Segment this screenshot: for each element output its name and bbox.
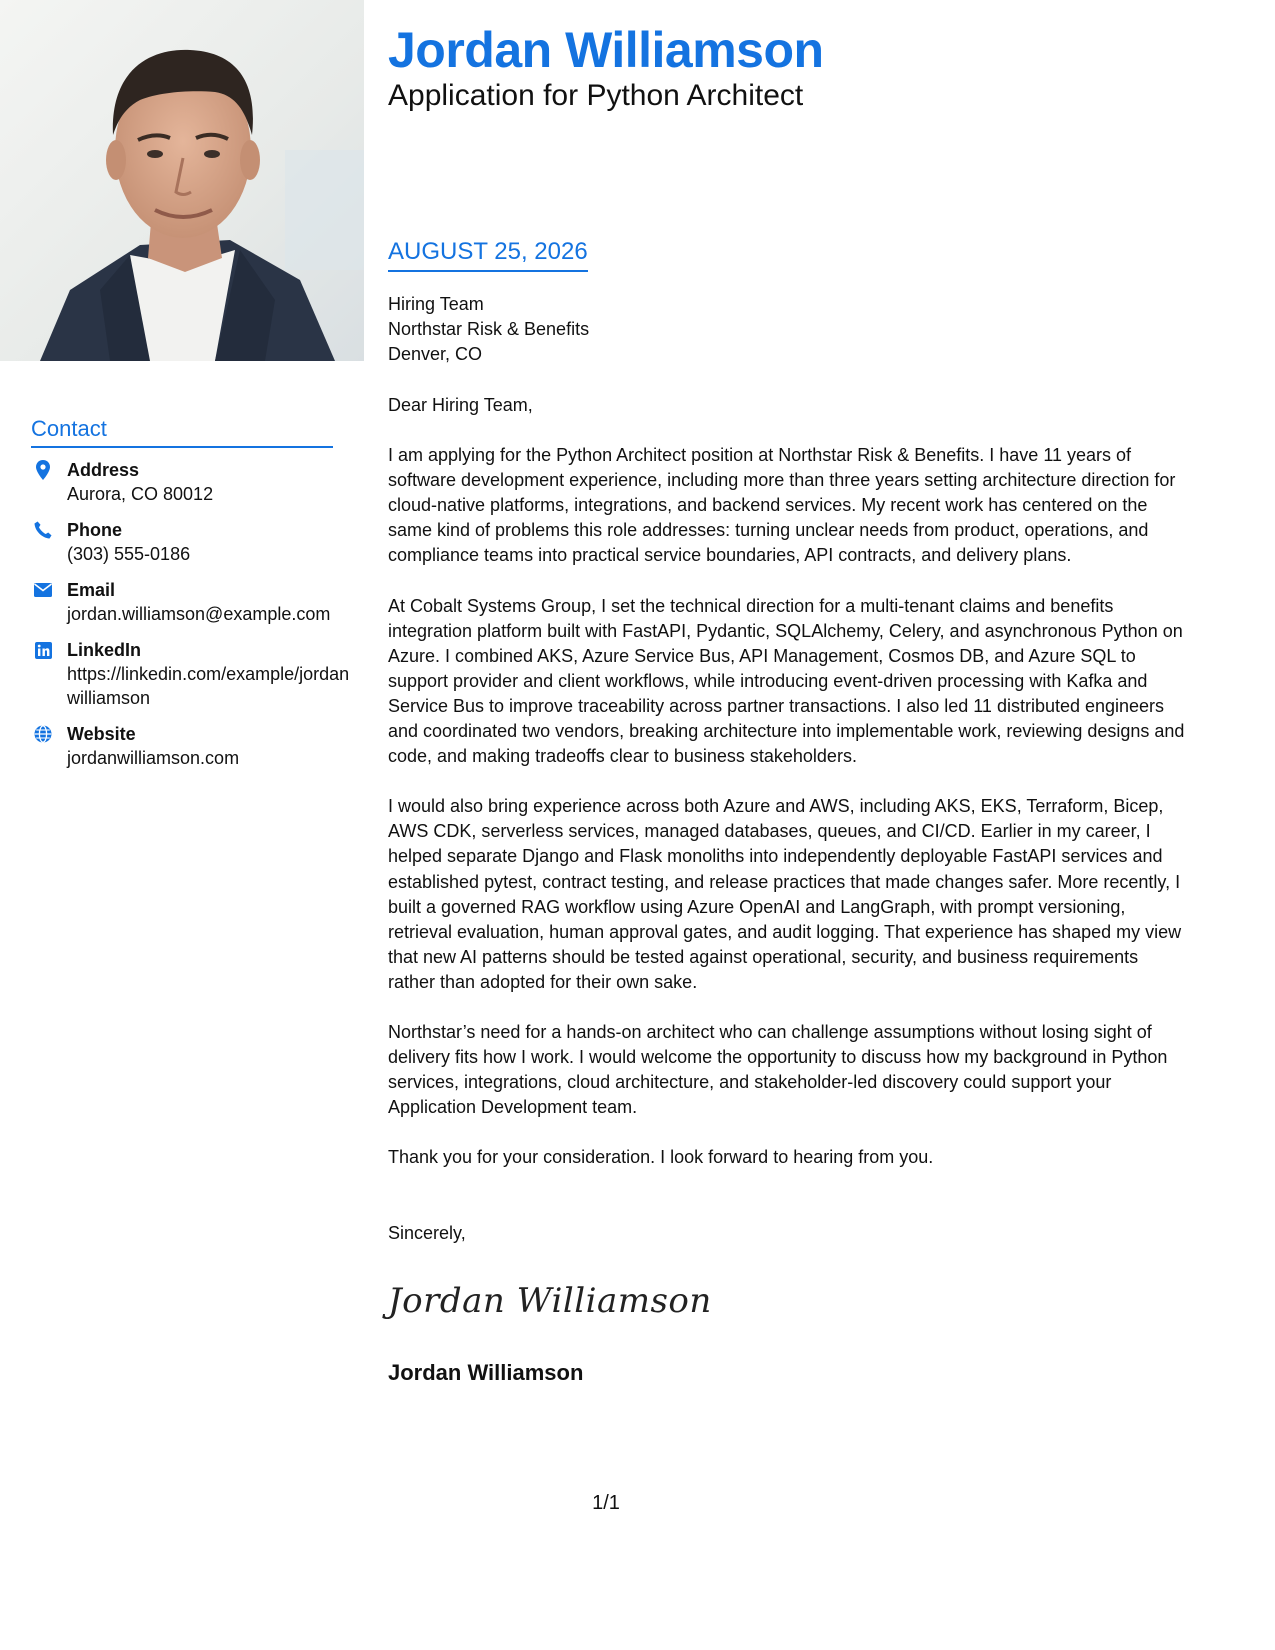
location-pin-icon — [33, 460, 53, 480]
body-paragraph: Northstar’s need for a hands-on architect who can challenge assumptions without losing sight of delivery fits how I work. I would welcome the opportunity to discuss how my background in Python services, integrations, cloud architecture, and stakeholder-led discovery could support your Application Development team. — [388, 1021, 1168, 1118]
contact-heading: Contact — [31, 414, 333, 448]
application-subtitle: Application for Python Architect — [388, 79, 804, 112]
contact-phone — [31, 518, 351, 566]
handwritten-signature: Jordan Williamson — [388, 1281, 712, 1321]
contact-email — [31, 578, 351, 626]
contact-label: Website — [67, 724, 136, 744]
contact-label: Email — [67, 580, 116, 600]
applicant-name: Jordan Williamson — [388, 22, 824, 78]
email-link[interactable]: jordan.williamson@example.com — [67, 604, 331, 624]
body-paragraph: At Cobalt Systems Group, I set the technical direction for a multi-tenant claims and benefits integration platform built with FastAPI, Pydantic, SQLAlchemy, Celery, and asynchronous Python on Azure. I combined AKS, Azure Service Bus, API Management, Cosmos DB, and Azure SQL to support provider and client workflows, while introducing event-driven processing with Kafka and Service Bus to improve traceability across partner transactions. I also led 11 distributed engineers and coordinated two vendors, breaking architecture into implementable work, reviewing designs and code, and making tradeoffs clear to business stakeholders. — [388, 595, 1185, 767]
recipient-line: Hiring Team — [388, 294, 484, 314]
linkedin-icon — [33, 640, 53, 660]
contact-label: Phone — [67, 520, 123, 540]
page-number: 1/1 — [592, 1492, 620, 1514]
letter-header — [388, 20, 1193, 114]
body-paragraph: I would also bring experience across both Azure and AWS, including AKS, EKS, Terraform, Bicep, AWS CDK, serverless services, managed databases, queues, and CI/CD. Earlier in my career, I helped separate Django and Flask monoliths into independently deployable FastAPI services and established pytest, contract testing, and release practices that made changes safer. More recently, I built a governed RAG workflow using Azure OpenAI and LangGraph, with prompt versioning, retrieval evaluation, human approval gates, and audit logging. That experience has shaped my view that new AI patterns should be tested against operational, security, and business requirements rather than adopted for their own sake. — [388, 796, 1182, 992]
recipient-line: Denver, CO — [388, 344, 483, 364]
recipient-block — [388, 292, 589, 367]
address-value: Aurora, CO 80012 — [67, 484, 214, 504]
letter-body — [388, 393, 1190, 1195]
website-link[interactable]: jordanwilliamson.com — [67, 748, 240, 768]
closing: Sincerely, — [388, 1223, 466, 1243]
contact-label: LinkedIn — [67, 640, 142, 660]
envelope-icon — [33, 580, 53, 600]
salutation: Dear Hiring Team, — [388, 395, 533, 415]
body-paragraph: I am applying for the Python Architect position at Northstar Risk & Benefits. I have 11 years of software development experience, including more than three years setting architecture direction for cloud-native platforms, integrations, and backend services. My recent work has centered on the same kind of problems this role addresses: turning unclear needs from product, operations, and compliance teams into practical service boundaries, API contracts, and delivery plans. — [388, 445, 1176, 566]
letter-date: AUGUST 25, 2026 — [388, 236, 588, 272]
phone-value[interactable]: (303) 555-0186 — [67, 544, 191, 564]
contact-address — [31, 458, 351, 506]
linkedin-link[interactable]: https://linkedin.com/example/jordanwilliamson — [67, 664, 350, 708]
contact-list — [31, 458, 351, 782]
phone-icon — [33, 520, 53, 540]
body-paragraph: Thank you for your consideration. I look forward to hearing from you. — [388, 1147, 934, 1168]
recipient-line: Northstar Risk & Benefits — [388, 319, 590, 339]
contact-linkedin — [31, 638, 351, 710]
globe-icon — [33, 724, 53, 744]
profile-photo — [0, 0, 364, 361]
contact-website — [31, 722, 351, 770]
signed-name: Jordan Williamson — [388, 1360, 584, 1385]
contact-label: Address — [67, 460, 140, 480]
